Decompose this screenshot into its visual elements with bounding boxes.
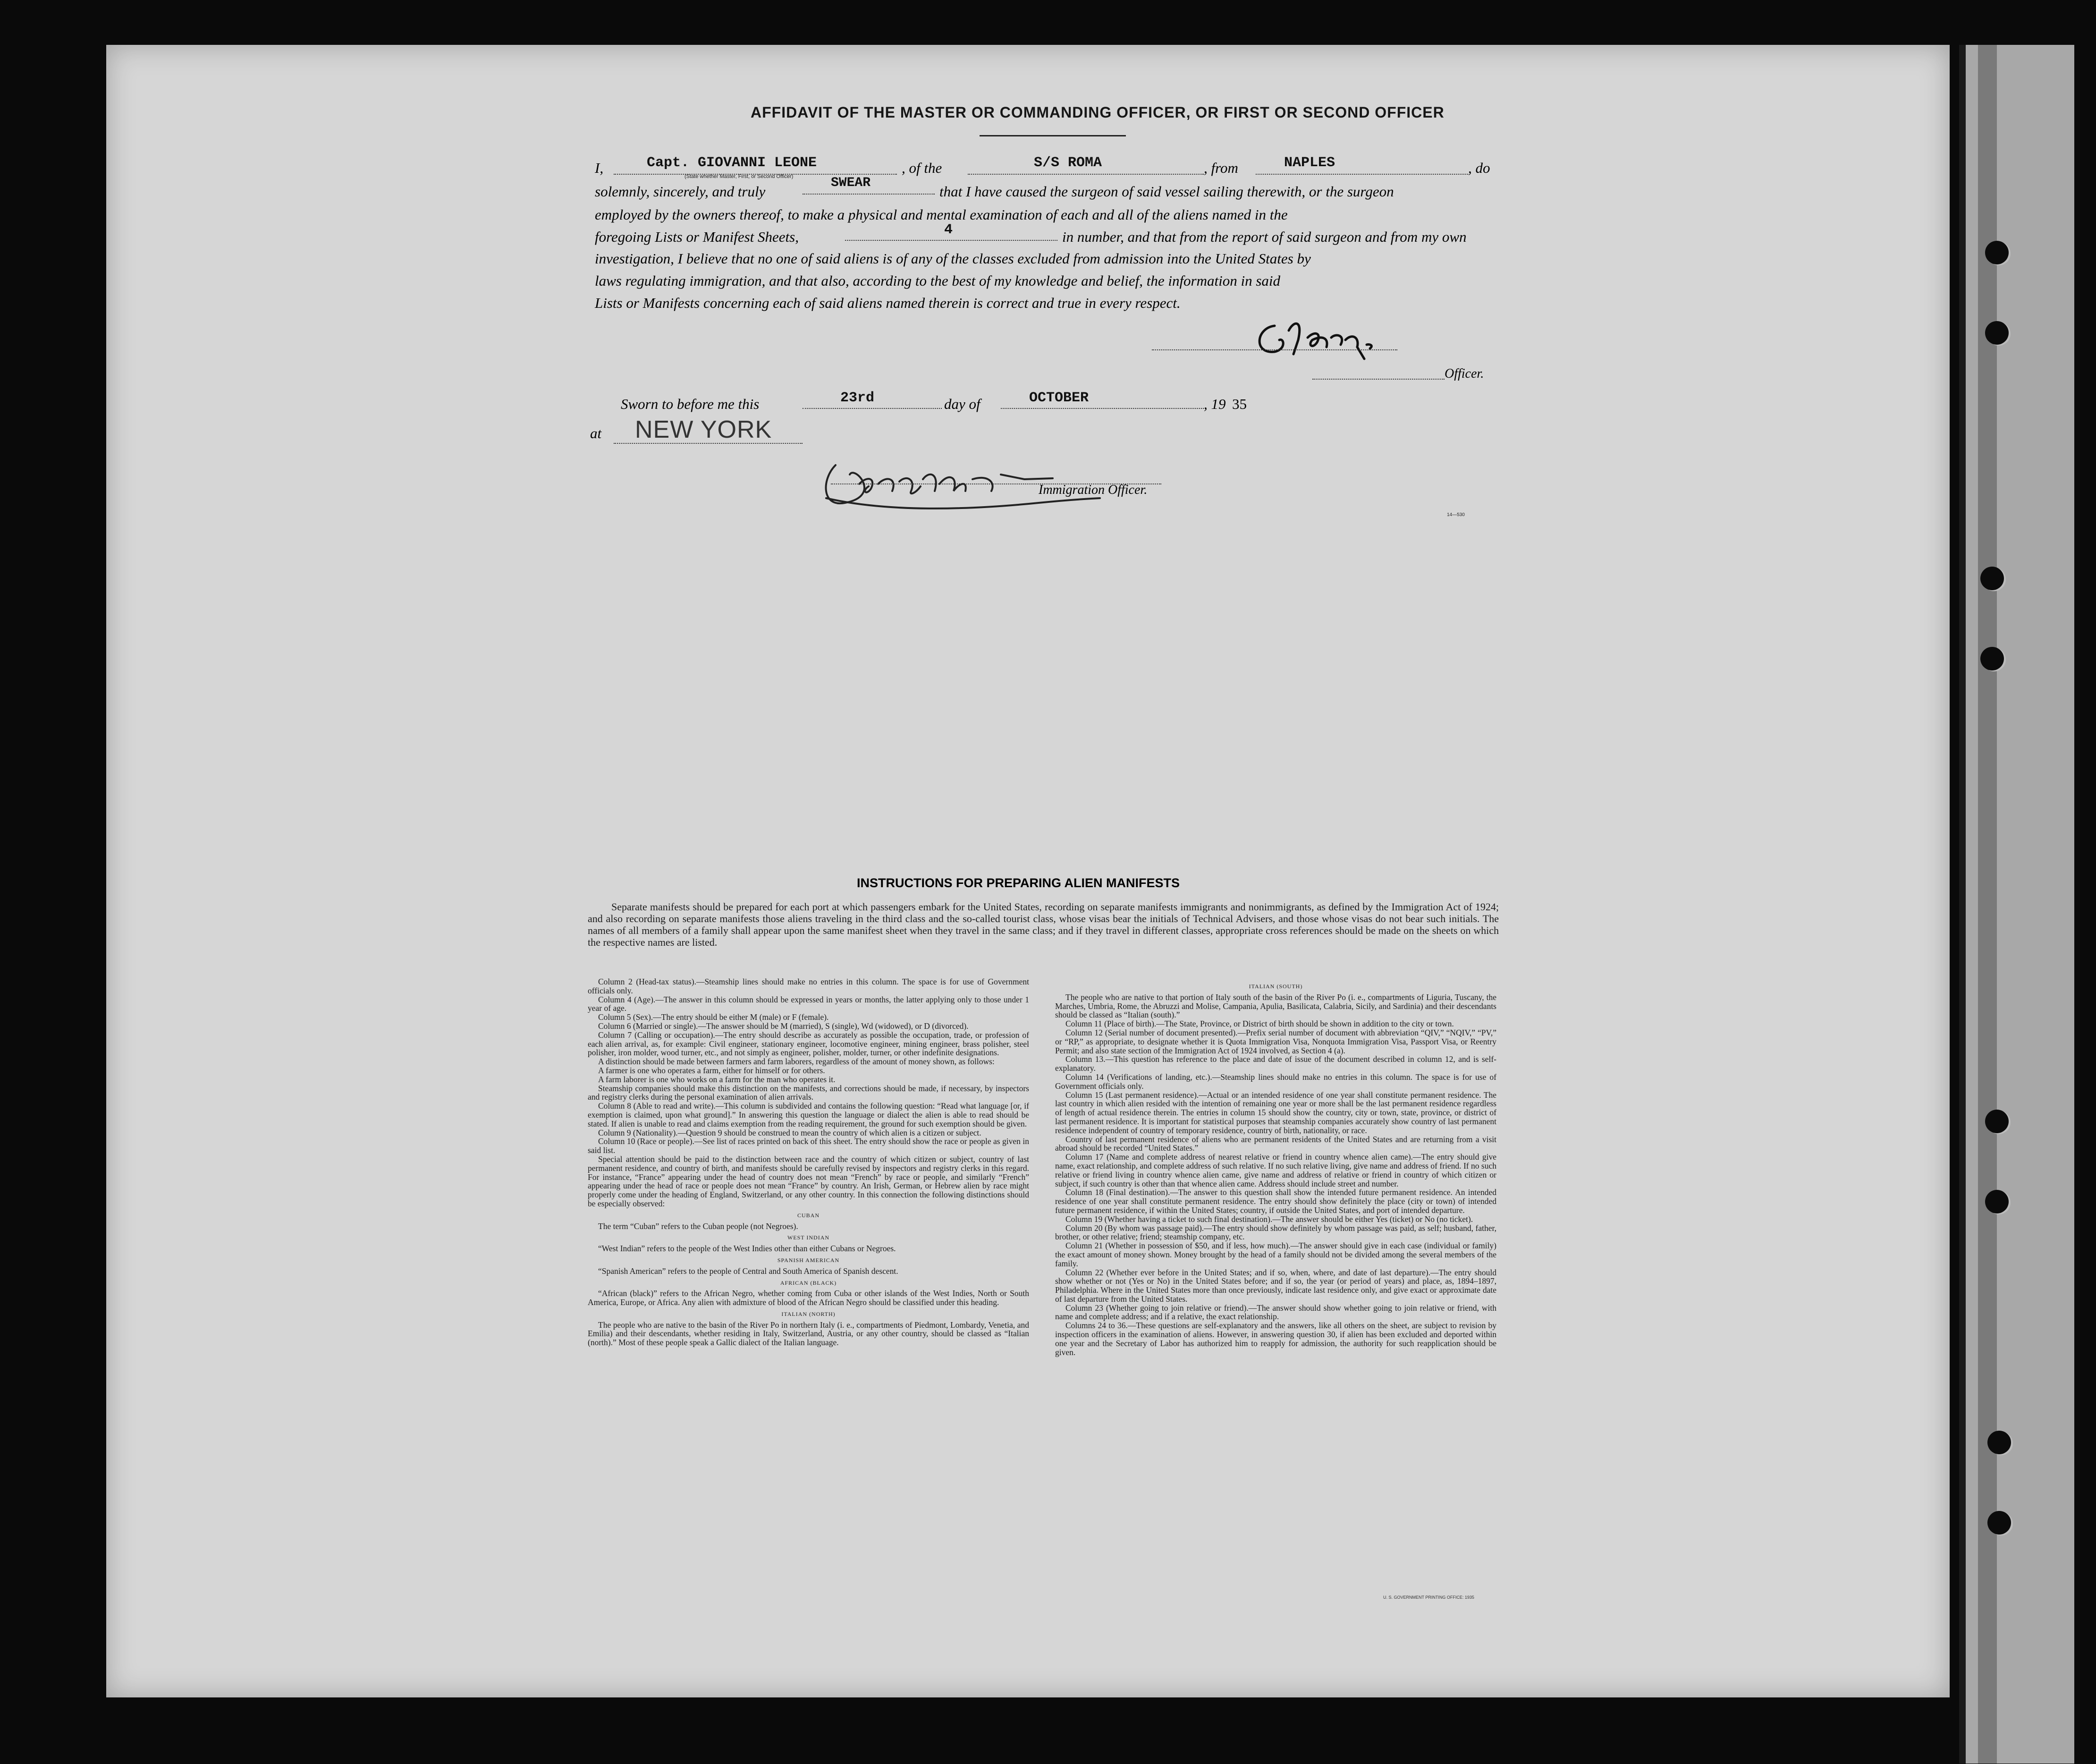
place-line: [614, 442, 803, 444]
vessel-line: [968, 173, 1204, 175]
instruction-item: The people who are native to that portion of Italy south of the basin of the River Po (i. e., compartments of Liguria, Tuscany, the Marches, Umbria, Rome, the Abruzzi and Molise, Campania, Apulia, Basilicata, Calabria, Sicily, and Sardinia) and their descendants should be classed as “Italian (south).”: [1055, 992, 1496, 1020]
binder-hole: [1980, 647, 2004, 670]
italian-south-heading: ITALIAN (SOUTH): [1249, 983, 1303, 990]
i-label: I,: [595, 160, 604, 176]
instructions-left-column: [588, 977, 1029, 1347]
cuban-heading: CUBAN: [797, 1212, 820, 1219]
adjacent-page-edge: [1959, 45, 2074, 1764]
year-prefix: , 19: [1204, 396, 1226, 412]
african-heading: AFRICAN (BLACK): [780, 1279, 837, 1286]
instruction-item: Column 23 (Whether going to join relative or friend).—The answer should show whether going to join relative or friend, with name and complete address; and if a relative, the exact relationship.: [1055, 1303, 1496, 1322]
cuban-text: The term “Cuban” refers to the Cuban people (not Negroes).: [598, 1221, 798, 1231]
title-rule: [980, 135, 1126, 136]
binder-hole: [1987, 1431, 2011, 1454]
instruction-item: Column 7 (Calling or occupation).—The entry should describe as accurately as possible the occupation, trade, or profession of each alien arrival, as, for example: Civil engineer, stationary engineer, locomotive engineer, mining engineer, brass polisher, steel polisher, iron molder, wood turner, etc., and not simply as engineer, polisher, molder, turner, or other indefinite designations.: [588, 1030, 1029, 1058]
line2-text: that I have caused the surgeon of said vessel sailing therewith, or the surgeon: [939, 183, 1394, 200]
instruction-item: Column 2 (Head-tax status).—Steamship lines should make no entries in this column. The space is for use of Government officials only.: [588, 977, 1029, 995]
officer-label: Officer.: [1445, 366, 1484, 381]
spanish-american-text: “Spanish American” refers to the people of Central and South America of Spanish descent.: [598, 1266, 898, 1276]
instructions-intro: [588, 901, 1499, 948]
instructions-right-column: [1055, 982, 1496, 1357]
instruction-item: Special attention should be paid to the distinction between race and the country of which citizen or subject, country of last permanent residence, and country of birth, and manifests should be carefully revised by inspectors and registry clerks in this regard. For instance, “France” appearing under the head of country does not mean “French” by race or people, and similarly “French” appearing under the head of race or people does not mean “France” by country. An Irish, German, or Hebrew alien by race might properly come under the heading of England, Switzerland, or any other country. In this connection the following distinctions should be especially observed:: [588, 1154, 1029, 1208]
instruction-item: A farm laborer is one who works on a farm for the man who operates it.: [598, 1074, 836, 1084]
italian-north-text: The people who are native to the basin of the River Po in northern Italy (i. e., compartments of Piedmont, Lombardy, Venetia, and Emilia) and their descendants, whether residing in Italy, Switzerland, Austria, or any other country, should be classed as “Italian (north).” Most of these people speak a Gallic dialect of the Italian language.: [588, 1320, 1029, 1348]
binder-hole: [1985, 241, 2009, 264]
instruction-item: Column 4 (Age).—The answer in this column should be expressed in years or months, the latter applying only to those under 1 year of age.: [588, 994, 1029, 1013]
officer-name: Capt. GIOVANNI LEONE: [647, 155, 817, 171]
day-of-label: day of: [944, 396, 980, 412]
line5-text: investigation, I believe that no one of said aliens is of any of the classes excluded from admission into the United States by: [595, 250, 1311, 267]
instruction-item: Column 22 (Whether ever before in the United States; and if so, when, where, and date of last departure).—The entry should show whether or not (Yes or No) in the United States before; and if so, the year (or period of years) and place, as, 1894–1897, Philadelphia. Where in the United States more than once previously, indicate last residence only, and give exact or approximate date of last departure from the United States.: [1055, 1267, 1496, 1304]
place-stamp: NEW YORK: [635, 416, 772, 443]
state-whether-note: (State whether Master, First, or Second Officer): [685, 174, 794, 179]
instruction-item: Column 18 (Final destination).—The answer to this question shall show the intended future permanent residence. An intended residence of one year shall constitute permanent residence. The entry should show definitely the place (city or town) of intended future permanent residence, if within the United States; country, if outside the United States, and port of intended departure.: [1055, 1187, 1496, 1215]
binder-hole: [1985, 321, 2009, 345]
instructions-title: INSTRUCTIONS FOR PREPARING ALIEN MANIFESTS: [857, 876, 1180, 890]
instruction-item: Column 10 (Race or people).—See list of races printed on back of this sheet. The entry should show the race or people as given in said list.: [588, 1136, 1029, 1155]
sheet-count-line: [845, 239, 1057, 241]
instruction-item: Column 12 (Serial number of document presented).—Prefix serial number of document with abbreviation “QIV,” “NQIV,” “PV,” or “RP,” as appropriate, to designate whether it is Quota Immigration Visa, Nonquota Immigration Visa, Passport Visa, or Reentry Permit; and also state section of the Immigration Act of 1924 involved, as Section 4 (a).: [1055, 1027, 1496, 1055]
sheet-count: 4: [944, 222, 953, 238]
document-page: [106, 45, 1950, 1697]
instruction-item: Column 5 (Sex).—The entry should be either M (male) or F (female).: [598, 1012, 829, 1022]
signature-line: [1152, 348, 1397, 350]
officer-line: [1312, 378, 1445, 380]
line4-text-a: foregoing Lists or Manifest Sheets,: [595, 229, 799, 245]
affidavit-title: AFFIDAVIT OF THE MASTER OR COMMANDING OFFICER, OR FIRST OR SECOND OFFICER: [751, 104, 1445, 121]
instruction-item: Column 21 (Whether in possession of $50, and if less, how much).—The answer should give in each case (individual or family) the exact amount of money shown. Money brought by the head of a family should not be divided among the several members of the family.: [1055, 1241, 1496, 1268]
sworn-text: Sworn to before me this: [621, 396, 760, 412]
sworn-day: 23rd: [840, 390, 875, 406]
at-label: at: [590, 425, 602, 441]
italian-north-heading: ITALIAN (NORTH): [781, 1310, 836, 1317]
port-line: [1256, 173, 1468, 175]
immigration-officer-signature: [817, 446, 1109, 517]
printing-office-note: U. S. GOVERNMENT PRINTING OFFICE: 1935: [1383, 1595, 1474, 1600]
of-the-label: , of the: [902, 160, 942, 176]
instruction-item: Columns 24 to 36.—These questions are self-explanatory and the answers, like all others on the sheet, are subject to revision by inspection officers in the examination of aliens. However, in answering question 30, if alien has been excluded and deported within one year and the Secretary of Labor has authorized him to reapply for admission, the authority for such reapplication should be given.: [1055, 1321, 1496, 1357]
spanish-american-heading: SPANISH AMERICAN: [777, 1256, 840, 1264]
instruction-item: Column 11 (Place of birth).—The State, Province, or District of birth should be shown in addition to the city or town.: [1065, 1019, 1454, 1029]
instruction-item: Column 9 (Nationality).—Question 9 should be construed to mean the country of which alien is a citizen or subject.: [598, 1128, 981, 1137]
port-from: NAPLES: [1284, 155, 1335, 171]
solemnly-text: solemnly, sincerely, and truly: [595, 183, 766, 200]
line6-text: laws regulating immigration, and that also, according to the best of my knowledge and belief, the information in said: [595, 272, 1281, 289]
intro-text: Separate manifests should be prepared for each port at which passengers embark for the United States, recording on separate manifests immigrants and nonimmigrants, as defined by the Immigration Act of 1924; and also recording on separate manifests those aliens traveling in the third class and the so-called tourist class, whose visas bear the initials of Technical Advisers, and those whose visas do not bear such initials. The names of all members of a family shall appear upon the same manifest sheet when they travel in the same class; and if they travel in different classes, appropriate cross references should be made on the sheets on which the respective names are listed.: [588, 901, 1499, 948]
instruction-item: Column 13.—This question has reference to the place and date of issue of the document described in column 12, and is self-explanatory.: [1055, 1054, 1496, 1073]
sworn-month: OCTOBER: [1029, 390, 1089, 406]
vessel-name: S/S ROMA: [1034, 155, 1102, 171]
west-indian-heading: WEST INDIAN: [787, 1234, 830, 1241]
line3-text: employed by the owners thereof, to make a physical and mental examination of each and all of the aliens named in the: [595, 206, 1288, 223]
instruction-item: Column 15 (Last permanent residence).—Actual or an intended residence of one year shall constitute permanent residence. The last country in which alien resided with the intention of remaining one year or more shall be the last permanent residence regardless of length of actual residence therein. The entries in column 15 should show the country, city or town, state, province, or district of last permanent residence. It is important for statistical purposes that steamship companies accurately show country of last permanent residence independent of country of temporary residence, country of birth, nationality, or race.: [1055, 1090, 1496, 1135]
oath-word: SWEAR: [831, 176, 871, 190]
instruction-item: Column 8 (Able to read and write).—This column is subdivided and contains the following question: “Read what language [or, if exemption is claimed, upon what ground].” In answering this question the language or dialect the alien is able to read should be stated. If alien is unable to read and claims exemption from the reading requirement, the ground for such exemption should be given.: [588, 1101, 1029, 1128]
west-indian-text: “West Indian” refers to the people of the West Indies other than either Cubans or Negroes.: [598, 1244, 896, 1254]
african-text: “African (black)” refers to the African Negro, whether coming from Cuba or other islands of the West Indies, North or South America, Europe, or Africa. Any alien with admixture of blood of the African Negro should be classified under this heading.: [588, 1289, 1029, 1307]
line4-text-b: in number, and that from the report of said surgeon and from my own: [1062, 229, 1467, 245]
year-suffix: 35: [1232, 396, 1247, 412]
instruction-item: A farmer is one who operates a farm, either for himself or for others.: [598, 1065, 825, 1075]
instruction-item: Country of last permanent residence of aliens who are permanent residents of the United States and are returning from a visit abroad should be recorded “United States.”: [1055, 1134, 1496, 1153]
immigration-officer-label: Immigration Officer.: [1039, 483, 1148, 497]
binder-hole: [1987, 1511, 2011, 1535]
binder-hole: [1985, 1110, 2009, 1133]
instruction-item: Column 6 (Married or single).—The answer should be M (married), S (single), Wd (widowed), or D (divorced).: [598, 1021, 969, 1031]
instruction-item: Column 20 (By whom was passage paid).—The entry should show definitely by whom passage was paid, as self; husband, father, brother, or other relative; friend; steamship company, etc.: [1055, 1223, 1496, 1242]
binding-strip: [1978, 45, 1997, 1764]
binder-hole: [1980, 567, 2004, 590]
line7-text: Lists or Manifests concerning each of said aliens named therein is correct and true in every respect.: [595, 295, 1181, 311]
oath-line: [803, 193, 935, 195]
instruction-item: Column 17 (Name and complete address of nearest relative or friend in country whence alien came).—The entry should give name, exact relationship, and complete address of such relative. If no such relative living, give name and address of friend. If no such relative or friend living in country whence alien came, give name and address of relative or friend in country of which citizen or subject, if such country is other than that whence alien came. Address should include street and number.: [1055, 1152, 1496, 1188]
instruction-item: Steamship companies should make this distinction on the manifests, and corrections should be made, if necessary, by inspectors and registry clerks during the personal examination of alien arrivals.: [588, 1083, 1029, 1102]
instruction-item: Column 19 (Whether having a ticket to such final destination).—The answer should be either Yes (ticket) or No (no ticket).: [1065, 1214, 1473, 1224]
instruction-item: Column 14 (Verifications of landing, etc.).—Steamship lines should make no entries in this column. The space is for use of Government officials only.: [1055, 1072, 1496, 1091]
officer-signature: [1246, 312, 1407, 364]
form-number: 14—530: [1447, 512, 1465, 517]
binder-hole: [1985, 1190, 2009, 1213]
do-label: , do: [1468, 160, 1490, 176]
day-line: [803, 407, 942, 409]
month-line: [1001, 407, 1204, 409]
instruction-item: A distinction should be made between farmers and farm laborers, regardless of the amount of money shown, as follows:: [598, 1057, 995, 1067]
from-label: , from: [1204, 160, 1238, 176]
